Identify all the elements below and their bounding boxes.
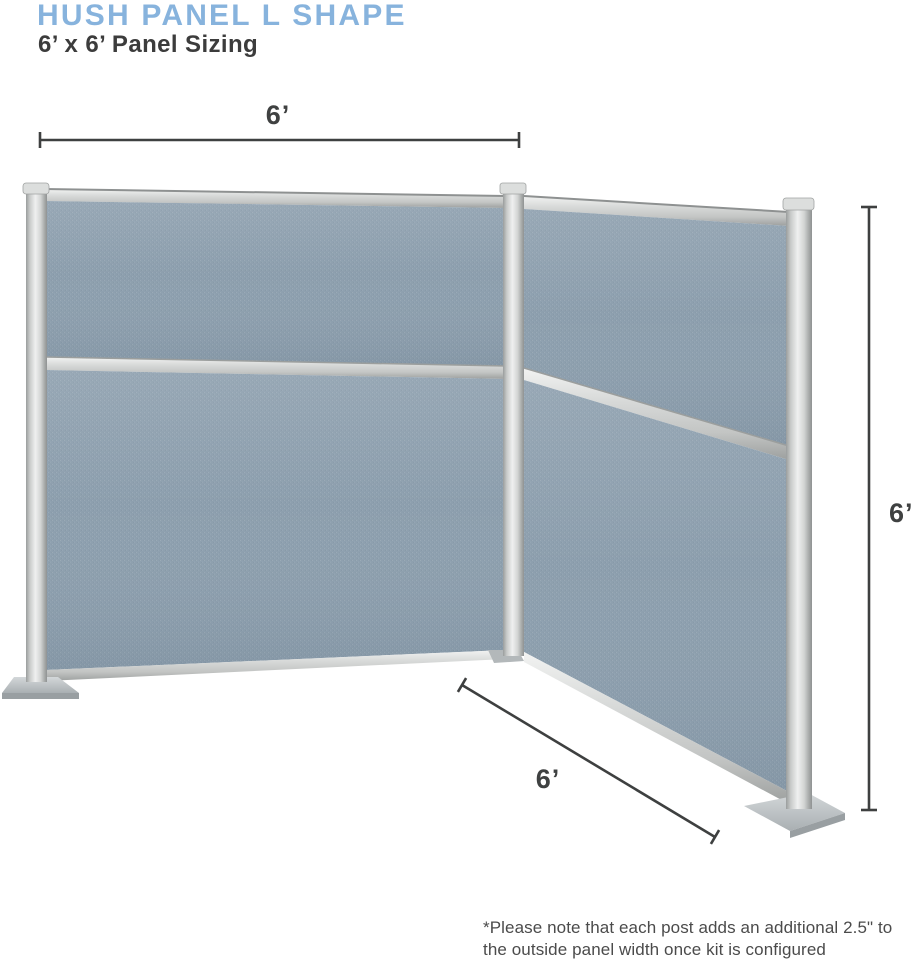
bottom-dimension-start-tick [458, 678, 466, 692]
footnote-line-1: *Please note that each post adds an additional 2.5" to [483, 918, 893, 937]
page-subtitle: 6’ x 6’ Panel Sizing [38, 31, 259, 58]
left-panel [44, 189, 506, 681]
left-post-base-plate-edge [2, 693, 79, 699]
footnote-line-2: the outside panel width once kit is configured [483, 940, 826, 960]
bottom-dimension-end-tick [711, 830, 719, 844]
corner-post-body [503, 190, 524, 656]
left-post-cap [23, 183, 49, 194]
left-post-body [26, 190, 47, 682]
page-title: HUSH PANEL L SHAPE [37, 0, 407, 32]
right-post-cap [783, 198, 814, 210]
bottom-depth-label: 6’ [535, 764, 561, 794]
right-height-label: 6’ [889, 498, 914, 528]
right-height-dimension [861, 207, 914, 810]
top-width-dimension [40, 100, 519, 148]
right-panel [524, 196, 789, 804]
corner-post-cap [500, 183, 526, 194]
footnote [483, 917, 892, 962]
left-panel-lower-fabric-shading [46, 370, 506, 670]
left-panel-upper-fabric-shading [46, 201, 506, 366]
right-post-body [786, 205, 812, 809]
top-width-label: 6’ [265, 100, 291, 130]
